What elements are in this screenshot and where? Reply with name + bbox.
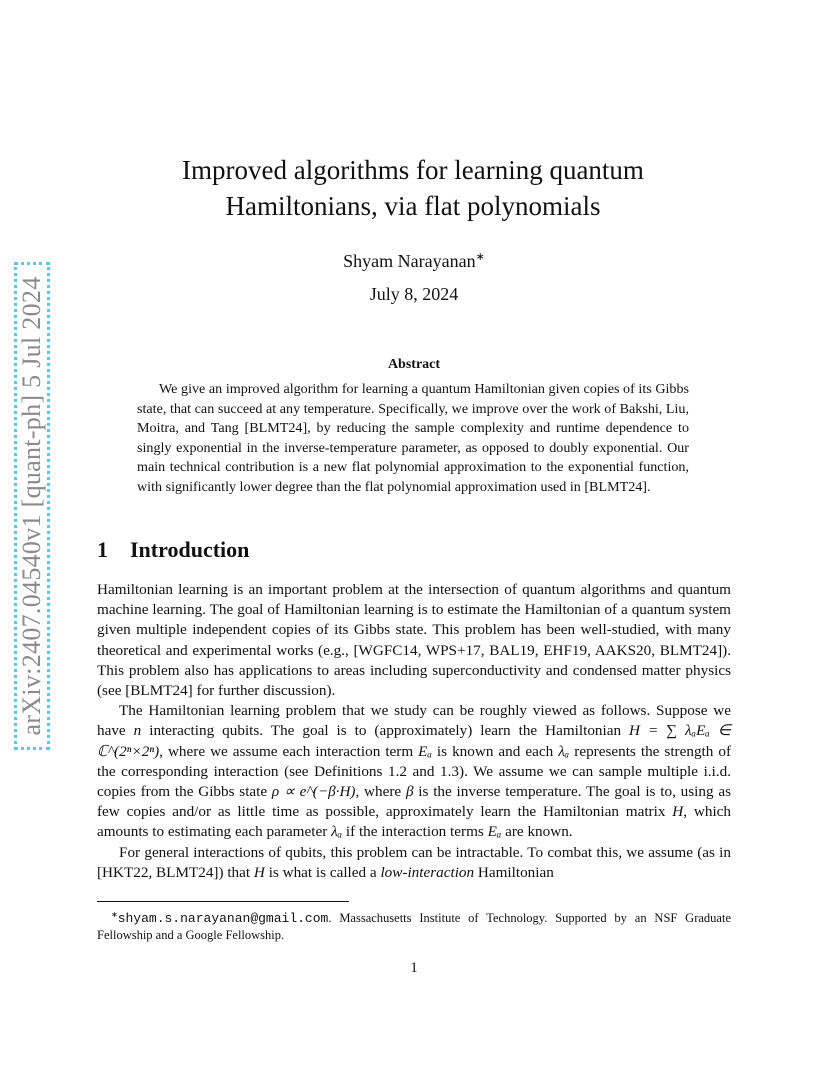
math-H: H <box>253 863 265 881</box>
arxiv-stamp <box>14 262 50 750</box>
section-title: Introduction <box>130 537 250 562</box>
section-heading <box>97 537 249 563</box>
text-run: are known. <box>501 823 573 841</box>
body-text <box>97 580 731 883</box>
math-Ea: Eₐ <box>487 823 502 841</box>
footnote <box>97 906 731 944</box>
text-run: , which amounts to estimating each parameter <box>97 803 731 841</box>
math-H: H <box>672 803 684 821</box>
math-n: n <box>133 722 142 740</box>
arxiv-id[interactable]: arXiv:2407.04540v1 [quant-ph] 5 Jul 2024 <box>17 276 46 736</box>
text-run: interacting qubits. The goal is to (approximately) learn the Hamiltonian <box>141 722 630 740</box>
math-lambda-a: λₐ <box>331 823 343 841</box>
math-lambda-a: λₐ <box>558 742 570 760</box>
text-run: is known and each <box>431 742 559 760</box>
author-line <box>0 246 828 272</box>
abstract-heading: Abstract <box>387 357 441 372</box>
text-run: , where we assume each interaction term <box>159 742 419 760</box>
paper-date: July 8, 2024 <box>369 284 459 304</box>
paragraph-3 <box>97 843 731 883</box>
footnote-mark: ∗ <box>111 910 118 919</box>
text-run: if the interaction terms <box>342 823 488 841</box>
emphasis-low-interaction: low-interaction <box>380 863 475 881</box>
text-run: , where <box>355 783 406 801</box>
text-run: The Hamiltonian learning problem that we study can be roughly viewed as follows. Suppose we have <box>97 702 731 740</box>
author-footnote-mark[interactable]: ∗ <box>475 251 485 263</box>
paragraph-1: Hamiltonian learning is an important problem at the intersection of quantum algorithms and quantum machine learning. The goal of Hamiltonian learning is to estimate the Hamiltonian of a quantum system given multiple independent copies of its Gibbs state. This problem has been well-studied, with many theoretical and experimental works (e.g., [WGFC14, WPS+17, BAL19, EHF19, AAKS20, BLMT24]). This problem also has applications to areas including superconductivity and condensed matter physics (see [BLMT24] for further discussion). <box>97 581 731 700</box>
paragraph-2 <box>97 701 731 842</box>
text-run: For general interactions of qubits, this problem can be intractable. To combat this, we assume (as in [HKT22, BLMT24]) that <box>97 843 731 881</box>
footnote-rule <box>97 901 349 902</box>
math-gibbs-state: ρ ∝ e^(−β·H) <box>271 783 356 801</box>
math-hamiltonian: H = ∑ λₐEₐ ∈ ℂ^(2ⁿ×2ⁿ) <box>97 722 731 760</box>
abstract-text: We give an improved algorithm for learning a quantum Hamiltonian given copies of its Gibbs state, that can succeed at any temperature. Specifically, we improve over the work of Bakshi, Liu, Moitra, and Tang [BLMT24], by reducing the sample complexity and runtime dependence to singly exponential in the inverse-temperature parameter, as opposed to doubly exponential. Our main technical contribution is a new flat polynomial approximation to the exponential function, with significantly lower degree than the flat polynomial approximation used in [BLMT24]. <box>137 381 689 495</box>
paper-title: Improved algorithms for learning quantum Hamiltonians, via flat polynomials <box>182 155 644 221</box>
math-Ea: Eₐ <box>418 742 432 760</box>
author-email-link[interactable]: shyam.s.narayanan@gmail.com <box>117 911 329 927</box>
text-run: represents the strength of the corresponding interaction (see Definitions 1.2 and 1.3). We assume we can sample multiple i.i.d. copies from the Gibbs state <box>97 742 732 801</box>
section-number: 1 <box>97 537 108 562</box>
page-number: 1 <box>410 960 418 976</box>
text-run: is what is called a <box>264 863 381 881</box>
footnote-text: . Massachusetts Institute of Technology. Supported by an NSF Graduate Fellowship and a Google Fellowship. <box>97 911 731 943</box>
author-name: Shyam Narayanan <box>343 251 476 271</box>
math-beta: β <box>405 783 414 801</box>
text-run: Hamiltonian <box>474 863 554 881</box>
text-run: is the inverse temperature. The goal is to, using as few copies and/or as little time as possible, approximately learn the Hamiltonian matrix <box>97 783 731 821</box>
